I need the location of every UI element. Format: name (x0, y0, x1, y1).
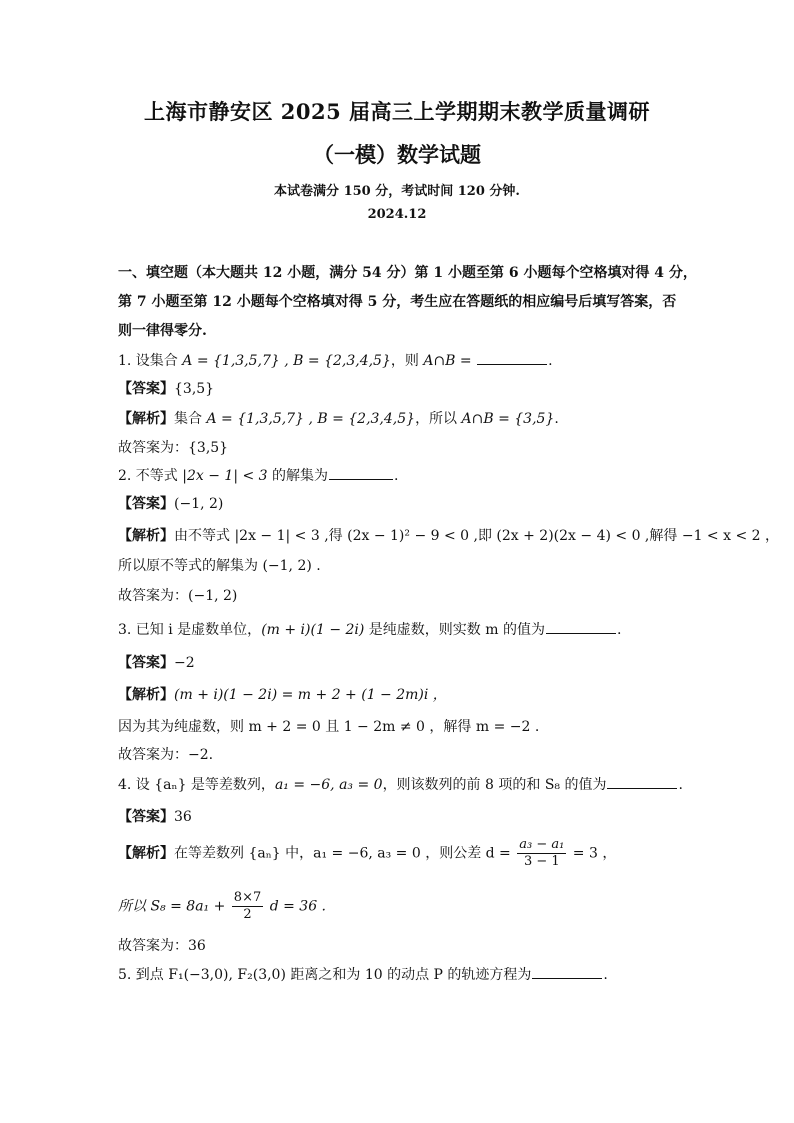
q3-analysis-line-2: 因为其为纯虚数，则 m + 2 = 0 且 1 − 2m ≠ 0 ，解得 m = −2 . (118, 719, 540, 735)
q1-analysis-text-b: ，所以 (415, 411, 462, 427)
q4-stem-text-a: 4. 设 {aₙ} 是等差数列， (118, 777, 275, 793)
q2-stem-text-b: 的解集为 (267, 468, 329, 484)
q2-answer-label: 【答案】 (118, 496, 174, 512)
q1-analysis-math: A = {1,3,5,7} , B = {2,3,4,5} (206, 411, 416, 427)
q2-analysis-line-2: 所以原不等式的解集为 (−1, 2) . (118, 558, 321, 574)
q4-line2-text-b: d = 36 . (269, 898, 326, 915)
q3-conclusion: 故答案为：−2. (118, 747, 214, 763)
q2-analysis-line-1 (118, 527, 779, 545)
q3-analysis-label: 【解析】 (118, 687, 174, 703)
q3-stem-text-a: 3. 已知 i 是虚数单位， (118, 622, 262, 638)
q1-stem-math: A = {1,3,5,7} , B = {2,3,4,5} (182, 353, 391, 369)
title-line-1: 上海市静安区 2025 届高三上学期期末教学质量调研 (143, 99, 651, 124)
q4-analysis-label: 【解析】 (118, 845, 174, 862)
q4-fraction-2-denominator: 2 (243, 907, 252, 922)
title-line-2: （一模）数学试题 (313, 142, 481, 167)
q4-conclusion: 故答案为：36 (118, 938, 206, 954)
q4-sum-fraction (232, 890, 263, 923)
q4-stem-text-b: ，则该数列的前 8 项的和 S₈ 的值为 (382, 777, 607, 793)
section-intro-line-1: 一、填空题（本大题共 12 小题，满分 54 分）第 1 小题至第 6 小题每个空格填对得 4 分， (118, 265, 697, 281)
q2-answer-blank (329, 467, 393, 480)
q1-answer-blank (477, 352, 547, 365)
q4-analysis-text-a: 在等差数列 {aₙ} 中，a₁ = −6, a₃ = 0 ，则公差 d = (174, 845, 511, 862)
q4-fraction-2-numerator: 8×7 (233, 890, 262, 905)
q2-stem-math: |2x − 1| < 3 (182, 468, 268, 484)
q1-stem-text-b: ，则 (390, 353, 424, 369)
q3-answer-label: 【答案】 (118, 655, 174, 671)
exam-date: 2024.12 (367, 207, 427, 222)
q4-analysis-text-b: = 3 ， (572, 845, 617, 862)
q3-stem-math: (m + i)(1 − 2i) (261, 622, 365, 638)
q4-analysis-line-2 (118, 890, 326, 923)
q4-stem-math: a₁ = −6, a₃ = 0 (274, 777, 383, 793)
q1-conclusion: 故答案为：{3,5} (118, 440, 229, 456)
q1-stem: 1. 设集合 A = {1,3,5,7} , B = {2,3,4,5}，则 A∩B = . (118, 353, 553, 369)
q4-answer-value: 36 (174, 809, 192, 825)
section-intro-line-3: 则一律得零分. (118, 323, 207, 339)
q2-stem: 2. 不等式 |2x − 1| < 3 的解集为 . (118, 468, 399, 484)
q2-conclusion: 故答案为：(−1, 2) (118, 588, 238, 604)
exam-info: 本试卷满分 150 分，考试时间 120 分钟. (274, 184, 520, 199)
q2-analysis-label: 【解析】 (118, 528, 174, 544)
q3-answer-blank (546, 621, 616, 634)
q1-analysis-text-a: 集合 (174, 411, 207, 427)
q3-answer (118, 654, 195, 672)
q5-stem: 5. 到点 F₁(−3,0), F₂(3,0) 距离之和为 10 的动点 P 的轨迹方程为 . (118, 967, 608, 983)
q5-stem-text: 5. 到点 F₁(−3,0), F₂(3,0) 距离之和为 10 的动点 P 的轨迹方程为 (118, 967, 532, 983)
q4-answer-label: 【答案】 (118, 809, 174, 825)
q4-fraction-1-numerator: a₃ − a₁ (519, 837, 565, 852)
section-intro-line-2: 第 7 小题至第 12 小题每个空格填对得 5 分，考生应在答题纸的相应编号后填写答案，否 (118, 294, 677, 310)
q4-stem: 4. 设 {aₙ} 是等差数列，a₁ = −6, a₃ = 0，则该数列的前 8 项的和 S₈ 的值为 . (118, 777, 683, 793)
q1-stem-text-a: 1. 设集合 (118, 353, 183, 369)
q2-stem-text-a: 2. 不等式 (118, 468, 183, 484)
q2-analysis-text-1: 由不等式 |2x − 1| < 3 ,得 (2x − 1)² − 9 < 0 ,即 (2x + 2)(2x − 4) < 0 ,解得 −1 < x < 2 ， (174, 528, 779, 544)
q1-stem-math-2: A∩B = (423, 353, 472, 369)
q1-answer-value: {3,5} (174, 381, 215, 397)
q3-analysis-line-1 (118, 686, 447, 704)
q3-stem: 3. 已知 i 是虚数单位，(m + i)(1 − 2i) 是纯虚数，则实数 m 的值为 . (118, 622, 622, 638)
q4-line2-text-a: 所以 S₈ = 8a₁ + (118, 898, 226, 915)
q2-answer (118, 495, 223, 513)
q1-answer (118, 380, 214, 398)
q3-analysis-text-1: (m + i)(1 − 2i) = m + 2 + (1 − 2m)i ， (174, 687, 447, 703)
q4-analysis-line-1 (118, 837, 616, 870)
q2-answer-value: (−1, 2) (174, 496, 224, 512)
q4-answer (118, 808, 192, 826)
q3-answer-value: −2 (174, 655, 195, 671)
q1-analysis-math-2: A∩B = {3,5} (461, 411, 555, 427)
q4-fraction-1-denominator: 3 − 1 (523, 854, 560, 869)
q3-stem-text-b: 是纯虚数，则实数 m 的值为 (364, 622, 545, 638)
q4-answer-blank (607, 776, 677, 789)
q1-analysis: 【解析】集合 A = {1,3,5,7} , B = {2,3,4,5}，所以 A∩B = {3,5}. (118, 411, 559, 427)
q4-difference-fraction (517, 837, 566, 870)
q1-analysis-label: 【解析】 (118, 411, 174, 427)
q1-answer-label: 【答案】 (118, 381, 174, 397)
q5-answer-blank (532, 966, 602, 979)
